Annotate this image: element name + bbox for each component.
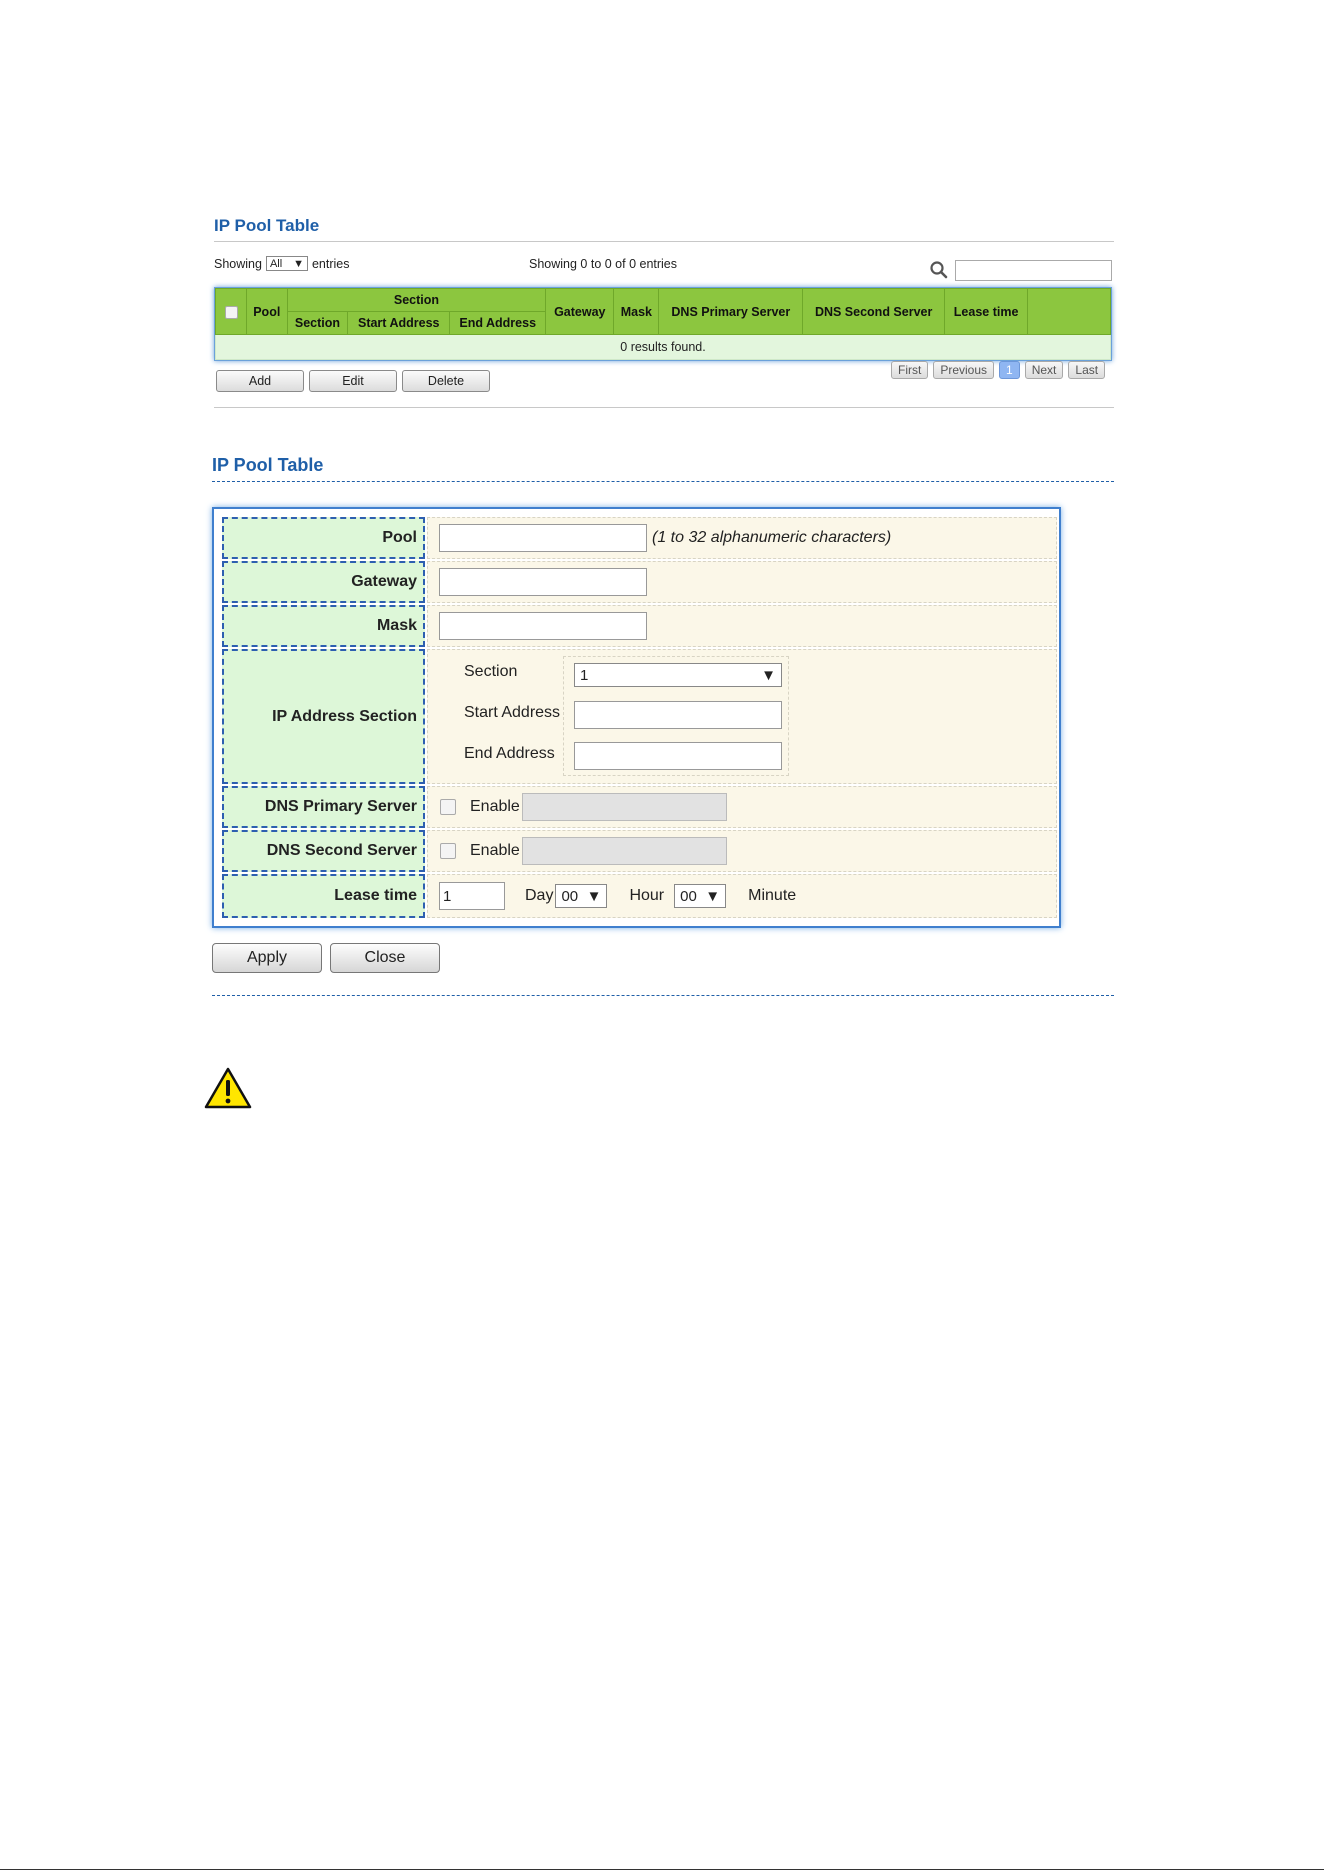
ip-address-section-cell — [427, 649, 1057, 784]
end-address-sub-label: End Address — [464, 745, 555, 762]
hour-select[interactable] — [555, 884, 607, 908]
close-button[interactable]: Close — [330, 943, 440, 973]
select-all-header — [216, 289, 247, 335]
ip-pool-table-title: IP Pool Table — [214, 216, 320, 235]
minute-label: Minute — [748, 887, 797, 904]
chevron-down-icon: ▼ — [293, 257, 304, 270]
select-all-checkbox[interactable] — [225, 306, 238, 319]
col-dns-second[interactable]: DNS Second Server — [803, 289, 945, 335]
end-address-input[interactable] — [574, 742, 782, 770]
pool-value-cell — [427, 517, 1057, 559]
pagination — [891, 361, 1105, 379]
ip-address-section-label: IP Address Section — [222, 649, 425, 784]
current-page-button[interactable]: 1 — [999, 361, 1020, 379]
dns-second-input — [522, 837, 727, 865]
entries-select-value: All — [269, 257, 283, 270]
previous-page-button[interactable]: Previous — [933, 361, 994, 379]
col-start-address[interactable]: Start Address — [348, 312, 450, 335]
gateway-label: Gateway — [222, 561, 425, 603]
chevron-down-icon: ▼ — [705, 887, 721, 905]
start-address-input[interactable] — [574, 701, 782, 729]
section-select[interactable] — [574, 663, 782, 687]
col-end-address[interactable]: End Address — [450, 312, 546, 335]
showing-prefix: Showing — [214, 256, 262, 271]
pool-label: Pool — [222, 517, 425, 559]
section-select-value: 1 — [580, 666, 589, 684]
empty-message: 0 results found. — [216, 335, 1111, 360]
warning-icon — [204, 1066, 252, 1110]
showing-suffix: entries — [311, 256, 350, 271]
dns-second-cell — [427, 830, 1057, 872]
search-input[interactable] — [955, 260, 1112, 281]
ip-pool-form — [212, 507, 1061, 928]
mask-label: Mask — [222, 605, 425, 647]
dns-primary-enable-label: Enable — [470, 798, 520, 815]
chevron-down-icon: ▼ — [586, 887, 602, 905]
pool-input[interactable] — [439, 524, 647, 552]
col-dns-primary[interactable]: DNS Primary Server — [659, 289, 803, 335]
start-address-sub-label: Start Address — [464, 704, 561, 721]
search-icon — [929, 260, 949, 280]
mask-input[interactable] — [439, 612, 647, 640]
col-pool[interactable]: Pool — [247, 289, 288, 335]
dns-primary-label: DNS Primary Server — [222, 786, 425, 828]
entries-length-control — [214, 256, 349, 271]
last-page-button[interactable]: Last — [1068, 361, 1105, 379]
minute-select[interactable] — [674, 884, 726, 908]
col-mask[interactable]: Mask — [614, 289, 659, 335]
divider — [212, 995, 1114, 996]
dns-primary-enable-checkbox[interactable] — [440, 799, 456, 815]
dns-second-enable-checkbox[interactable] — [440, 843, 456, 859]
lease-day-input[interactable]: 1 — [439, 882, 505, 910]
col-section[interactable]: Section — [287, 312, 348, 335]
mask-value-cell — [427, 605, 1057, 647]
first-page-button[interactable]: First — [891, 361, 928, 379]
divider — [214, 407, 1114, 408]
lease-time-cell — [427, 874, 1057, 918]
dns-primary-input — [522, 793, 727, 821]
apply-button[interactable]: Apply — [212, 943, 322, 973]
entries-info: Showing 0 to 0 of 0 entries — [529, 257, 678, 271]
dns-second-label: DNS Second Server — [222, 830, 425, 872]
add-button[interactable]: Add — [216, 370, 304, 392]
dns-primary-cell — [427, 786, 1057, 828]
col-gateway[interactable]: Gateway — [546, 289, 614, 335]
ip-pool-table — [214, 287, 1112, 361]
form-title: IP Pool Table — [212, 455, 324, 475]
hour-select-value: 00 — [561, 887, 579, 905]
pool-hint: (1 to 32 alphanumeric characters) — [652, 529, 892, 546]
delete-button[interactable]: Delete — [402, 370, 490, 392]
hour-label: Hour — [629, 887, 665, 904]
edit-button[interactable]: Edit — [309, 370, 397, 392]
col-section-group: Section — [287, 289, 546, 312]
gateway-value-cell — [427, 561, 1057, 603]
gateway-input[interactable] — [439, 568, 647, 596]
minute-select-value: 00 — [680, 887, 697, 905]
lease-time-label: Lease time — [222, 874, 425, 918]
next-page-button[interactable]: Next — [1025, 361, 1064, 379]
entries-select[interactable] — [266, 256, 308, 271]
form-actions — [212, 943, 440, 973]
col-actions — [1028, 289, 1111, 335]
divider — [214, 241, 1114, 242]
page-bottom-edge — [0, 1869, 1324, 1870]
section-sub-label: Section — [464, 663, 518, 680]
divider — [212, 481, 1114, 482]
dns-second-enable-label: Enable — [470, 842, 520, 859]
col-lease-time[interactable]: Lease time — [945, 289, 1028, 335]
day-label: Day — [525, 887, 554, 904]
table-actions — [216, 370, 490, 392]
chevron-down-icon: ▼ — [761, 666, 776, 684]
